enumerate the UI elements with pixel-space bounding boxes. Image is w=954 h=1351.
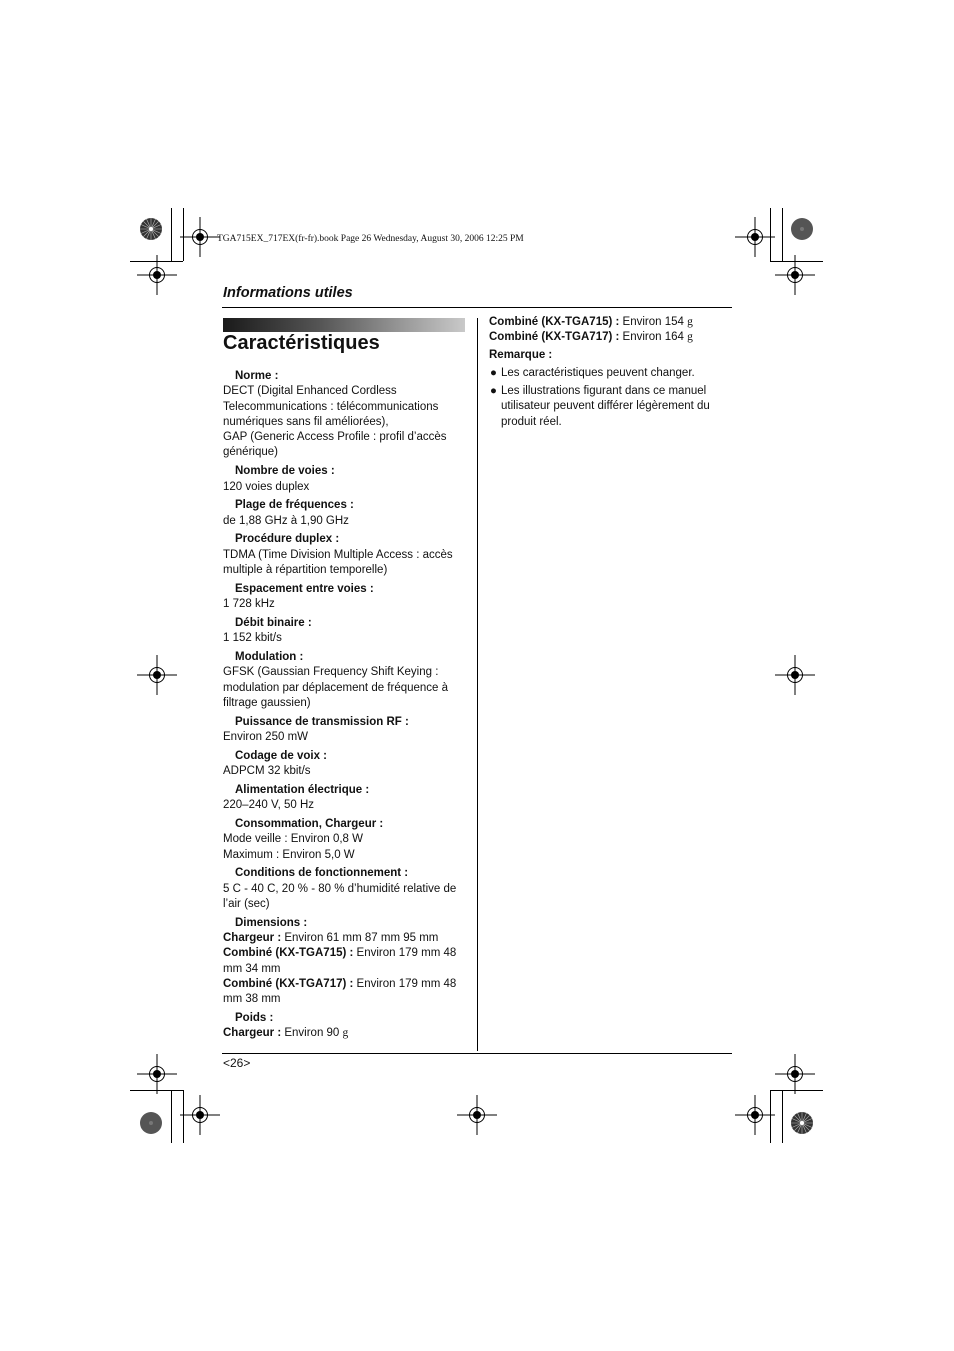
crosshair-registration-icon <box>735 217 775 257</box>
dimensions-handset-717: Combiné (KX-TGA717) : Environ 179 mm 48 mm 38 mm <box>223 977 457 1006</box>
title-gradient-bar <box>223 318 465 332</box>
spec-label-codage: Codage de voix : <box>235 749 328 762</box>
specs-column-right <box>489 315 724 430</box>
spec-value-duplex: TDMA (Time Division Multiple Access : accès multiple à répartition temporelle) <box>223 548 453 577</box>
crosshair-registration-icon <box>180 217 220 257</box>
print-info-line: TGA715EX_717EX(fr-fr).book Page 26 Wednesday, August 30, 2006 12:25 PM <box>217 234 524 244</box>
spec-label-alimentation: Alimentation électrique : <box>235 783 370 796</box>
spec-value-codage: ADPCM 32 kbit/s <box>223 765 311 778</box>
spec-label-duplex: Procédure duplex : <box>235 533 340 546</box>
remark-item: ● Les illustrations figurant dans ce manuel utilisateur peuvent différer légèrement du produit réel. <box>490 385 710 428</box>
spec-value-norme: DECT (Digital Enhanced Cordless Telecommunications : télécommunications numériques sans fil améliorées), GAP (Generic Access Profile : profil d’accès générique) <box>223 385 447 459</box>
section-title: Informations utiles <box>223 285 353 301</box>
spec-value-voies: 120 voies duplex <box>223 480 310 493</box>
spec-label-espacement: Espacement entre voies : <box>235 582 374 595</box>
remark-label: Remarque : <box>489 348 553 361</box>
crosshair-registration-icon <box>137 655 177 695</box>
spec-value-alimentation: 220–240 V, 50 Hz <box>223 799 315 812</box>
dimensions-charger: Chargeur : Environ 61 mm 87 mm 95 mm <box>223 932 439 945</box>
crosshair-registration-icon <box>137 1054 177 1094</box>
spec-value-puissance: Environ 250 mW <box>223 731 309 744</box>
spec-label-dimensions: Dimensions : <box>235 916 308 929</box>
footer-rule <box>222 1053 732 1054</box>
spec-label-voies: Nombre de voies : <box>235 465 335 478</box>
bullet-icon: ● <box>490 385 497 398</box>
crosshair-registration-icon <box>735 1095 775 1135</box>
spec-label-consommation: Consommation, Chargeur : <box>235 818 384 831</box>
weight-charger: Chargeur : Environ 90 g <box>223 1027 349 1040</box>
crosshair-registration-icon <box>775 1054 815 1094</box>
spec-label-debit: Débit binaire : <box>235 616 312 629</box>
spec-value-debit: 1 152 kbit/s <box>223 632 282 645</box>
starburst-registration-icon <box>131 209 171 249</box>
spec-value-consommation: Mode veille : Environ 0,8 W Maximum : Environ 5,0 W <box>223 833 363 861</box>
spec-value-modulation: GFSK (Gaussian Frequency Shift Keying : modulation par déplacement de fréquence à filtrage gaussien) <box>223 666 449 709</box>
header-rule <box>222 307 732 308</box>
spec-value-frequences: de 1,88 GHz à 1,90 GHz <box>223 514 349 527</box>
column-divider <box>477 318 478 1051</box>
starburst-registration-icon <box>131 1103 171 1143</box>
page-title: Caractéristiques <box>223 332 380 354</box>
specs-column-left <box>223 369 468 1042</box>
spec-label-frequences: Plage de fréquences : <box>235 499 354 512</box>
remark-item: ● Les caractéristiques peuvent changer. <box>489 366 724 381</box>
weight-handset-715: Combiné (KX-TGA715) : Environ 154 g <box>489 316 693 328</box>
spec-label-poids: Poids : <box>235 1012 274 1025</box>
crosshair-registration-icon <box>775 655 815 695</box>
spec-label-modulation: Modulation : <box>235 651 304 664</box>
crosshair-registration-icon <box>457 1095 497 1135</box>
spec-value-espacement: 1 728 kHz <box>223 598 275 611</box>
dimensions-handset-715: Combiné (KX-TGA715) : Environ 179 mm 48 mm 34 mm <box>223 947 457 975</box>
spec-value-conditions: 5 C - 40 C, 20 % - 80 % d’humidité relative de l’air (sec) <box>223 882 457 910</box>
page-number: <26> <box>223 1056 251 1070</box>
crosshair-registration-icon <box>180 1095 220 1135</box>
weight-handset-717: Combiné (KX-TGA717) : Environ 164 g <box>489 331 693 344</box>
spec-label-norme: Norme : <box>235 370 279 382</box>
spec-label-puissance: Puissance de transmission RF : <box>235 715 409 728</box>
starburst-registration-icon <box>782 209 822 249</box>
spec-label-conditions: Conditions de fonctionnement : <box>235 867 409 880</box>
starburst-registration-icon <box>782 1103 822 1143</box>
bullet-icon: ● <box>490 366 497 379</box>
